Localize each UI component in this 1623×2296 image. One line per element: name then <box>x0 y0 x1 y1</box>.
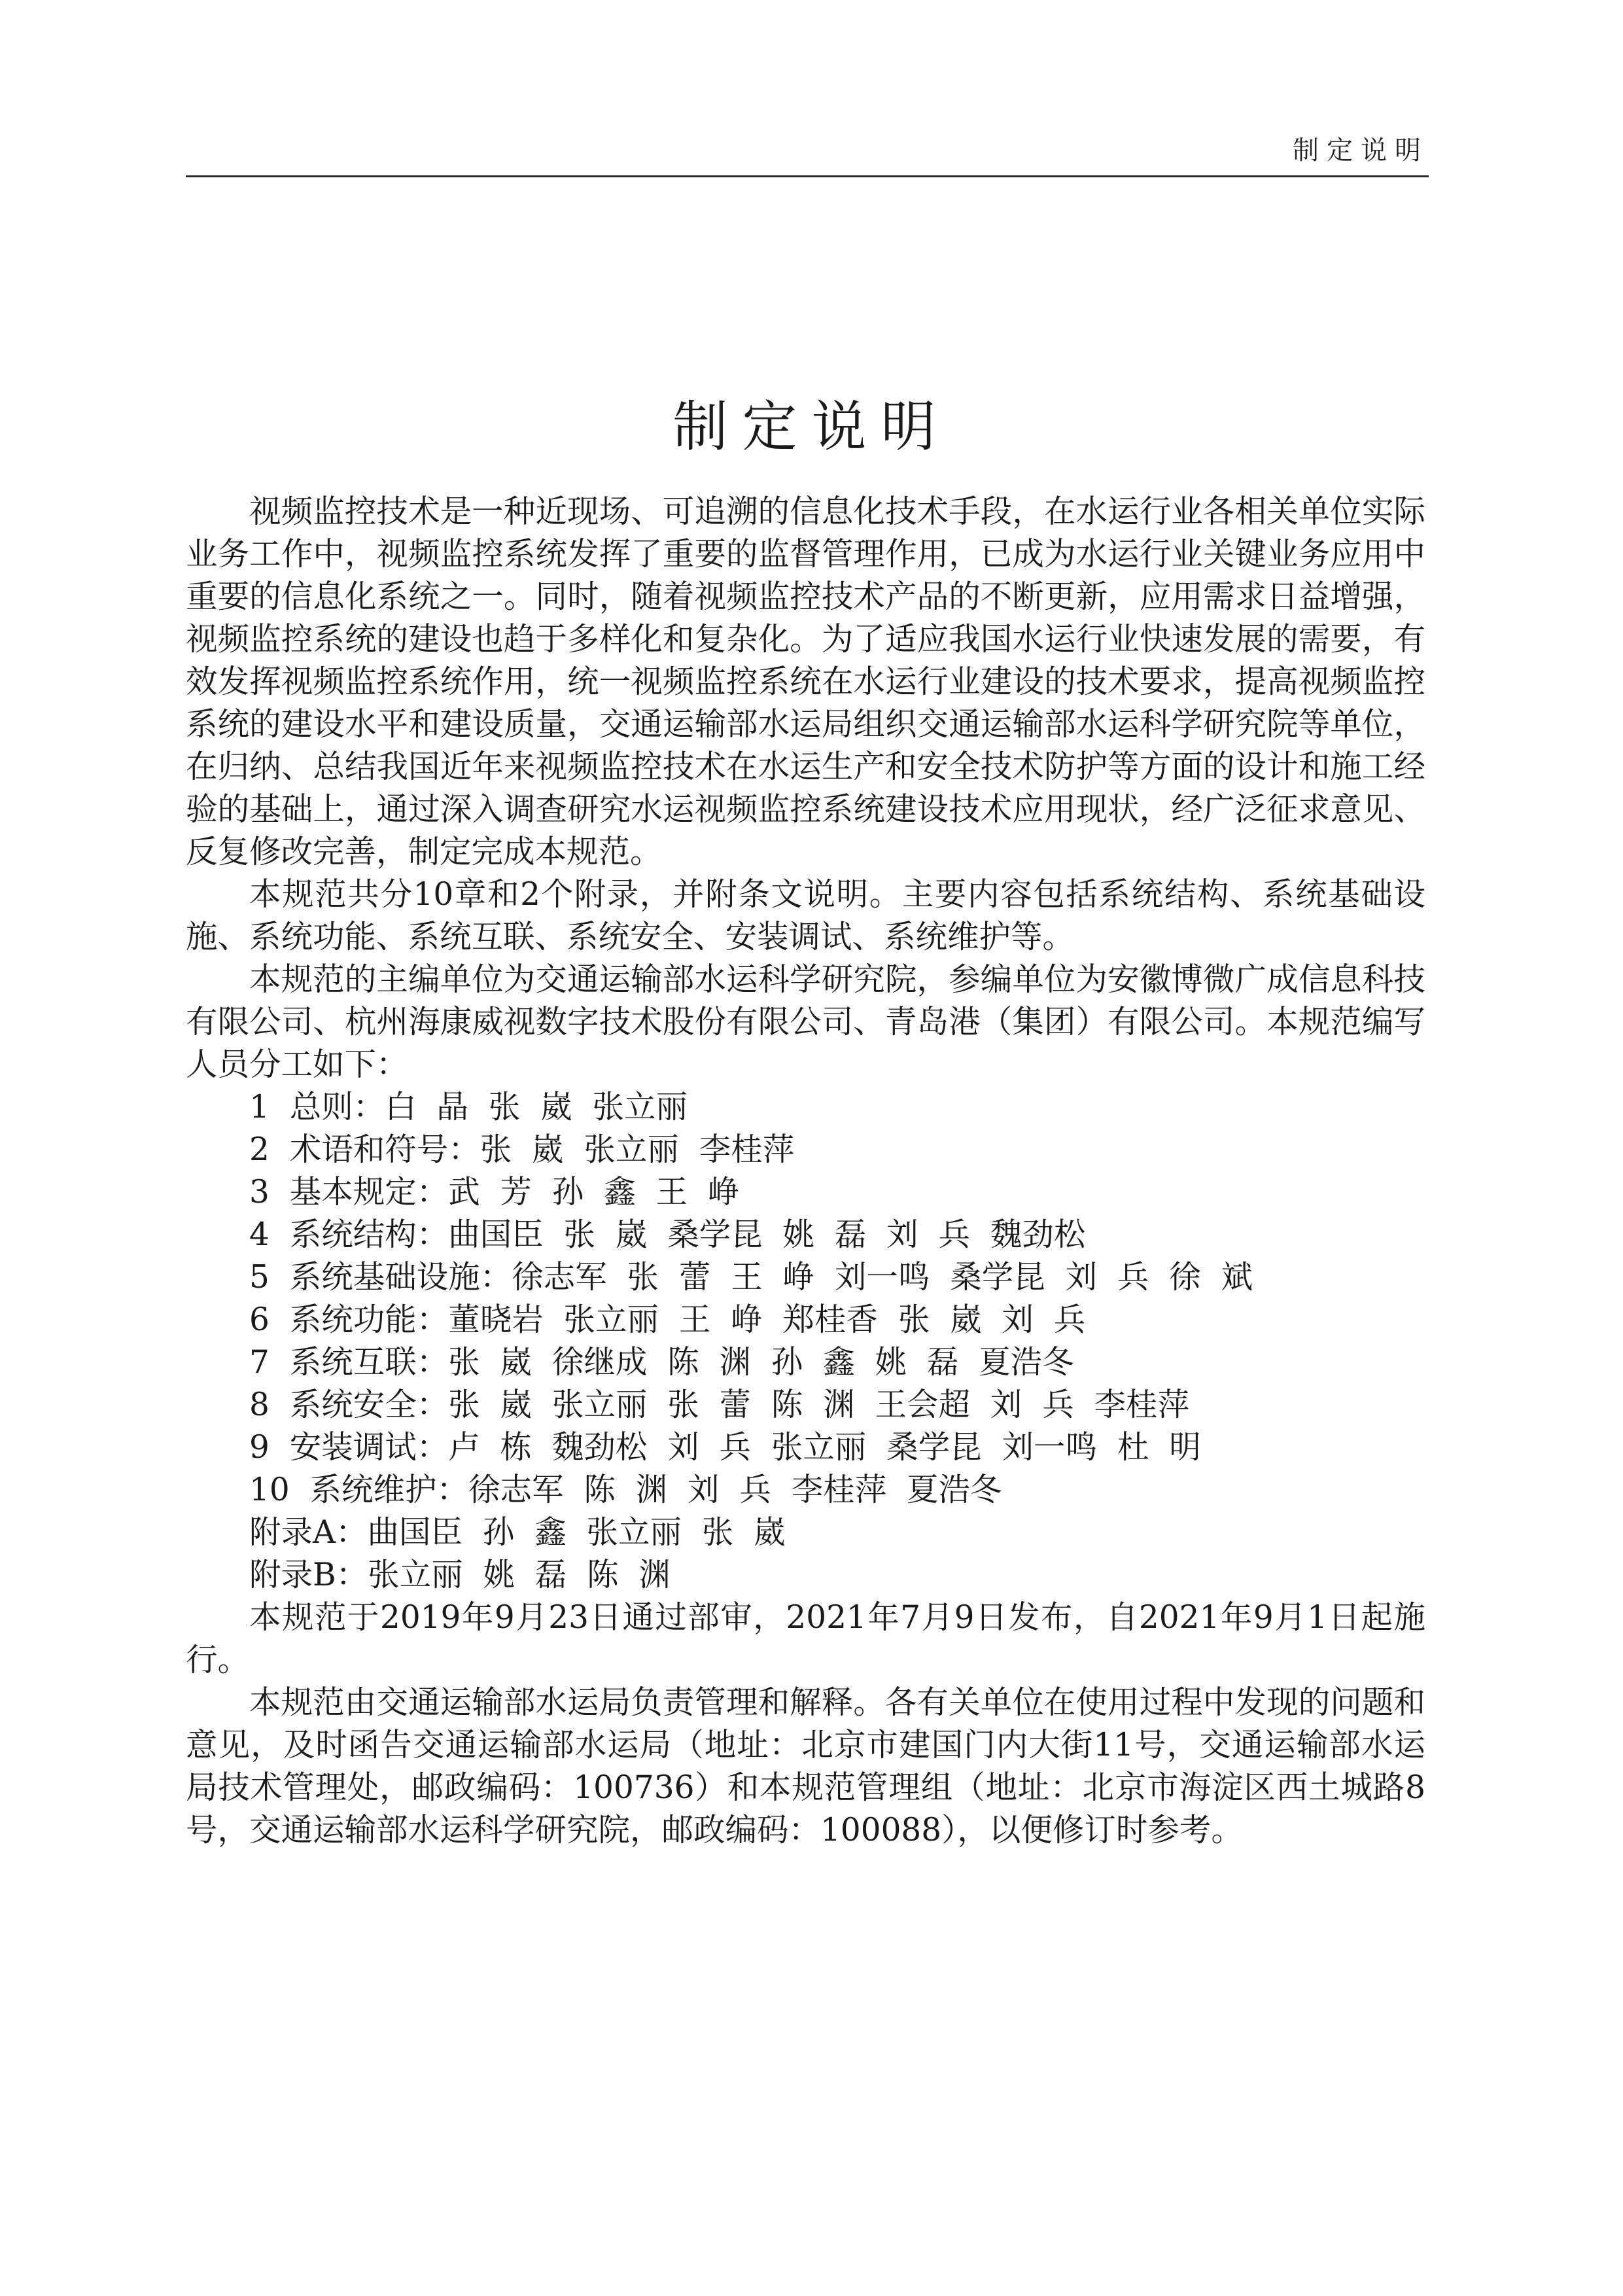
intro-paragraph: 视频监控技术是一种近现场、可追溯的信息化技术手段，在水运行业各相关单位实际业务工作中，视频监控系统发挥了重要的监督管理作用，已成为水运行业关键业务应用中重要的信息化系统之一。同时，随着视频监控技术产品的不断更新，应用需求日益增强，视频监控系统的建设也趋于多样化和复杂化。为了适应我国水运行业快速发展的需要，有效发挥视频监控系统作用，统一视频监控系统在水运行业建设的技术要求，提高视频监控系统的建设水平和建设质量，交通运输部水运局组织交通运输部水运科学研究院等单位，在归纳、总结我国近年来视频监控技术在水运生产和安全技术防护等方面的设计和施工经验的基础上，通过深入调查研究水运视频监控系统建设技术应用现状，经广泛征求意见、反复修改完善，制定完成本规范。 <box>186 493 1425 870</box>
staff-item-ch8: 8 系统安全：张 崴 张立丽 张 蕾 陈 渊 王会超 刘 兵 李桂萍 <box>249 1386 1190 1423</box>
staff-item-ch2: 2 术语和符号：张 崴 张立丽 李桂萍 <box>249 1131 795 1168</box>
staff-item-ch4: 4 系统结构：曲国臣 张 崴 桑学昆 姚 磊 刘 兵 魏劲松 <box>249 1216 1086 1253</box>
staff-item-ch9: 9 安装调试：卢 栋 魏劲松 刘 兵 张立丽 桑学昆 刘一鸣 杜 明 <box>249 1429 1201 1466</box>
dates-paragraph: 本规范于2019年9月23日通过部审，2021年7月9日发布，自2021年9月1日起施行。 <box>186 1599 1425 1678</box>
units-paragraph: 本规范的主编单位为交通运输部水运科学研究院，参编单位为安徽博微广成信息科技有限公司、杭州海康威视数字技术股份有限公司、青岛港（集团）有限公司。本规范编写人员分工如下： <box>186 961 1425 1083</box>
staff-item-ch5: 5 系统基础设施：徐志军 张 蕾 王 峥 刘一鸣 桑学昆 刘 兵 徐 斌 <box>249 1259 1253 1296</box>
staff-item-ch3: 3 基本规定：武 芳 孙 鑫 王 峥 <box>249 1174 740 1210</box>
running-header-title: 制定说明 <box>1293 135 1429 166</box>
staff-item-ch6: 6 系统功能：董晓岩 张立丽 王 峥 郑桂香 张 崴 刘 兵 <box>249 1301 1086 1338</box>
page-title: 制定说明 <box>672 395 951 459</box>
body-text <box>186 491 1425 1852</box>
structure-paragraph: 本规范共分10章和2个附录，并附条文说明。主要内容包括系统结构、系统基础设施、系统功能、系统互联、系统安全、安装调试、系统维护等。 <box>186 876 1425 955</box>
staff-item-ch10: 10 系统维护：徐志军 陈 渊 刘 兵 李桂萍 夏浩冬 <box>249 1472 1002 1508</box>
staff-item-appendix-a: 附录A：曲国臣 孙 鑫 张立丽 张 崴 <box>249 1514 786 1551</box>
management-paragraph: 本规范由交通运输部水运局负责管理和解释。各有关单位在使用过程中发现的问题和意见，及时函告交通运输部水运局（地址：北京市建国门内大街11号，交通运输部水运局技术管理处，邮政编码：100736）和本规范管理组（地址：北京市海淀区西土城路8号，交通运输部水运科学研究院，邮政编码：100088），以便修订时参考。 <box>186 1684 1425 1848</box>
staff-assignment-list <box>186 1086 1425 1597</box>
running-header <box>186 124 1429 177</box>
staff-item-ch1: 1 总则：白 晶 张 崴 张立丽 <box>249 1089 688 1125</box>
staff-item-appendix-b: 附录B：张立丽 姚 磊 陈 渊 <box>249 1557 671 1593</box>
staff-item-ch7: 7 系统互联：张 崴 徐继成 陈 渊 孙 鑫 姚 磊 夏浩冬 <box>249 1344 1074 1381</box>
